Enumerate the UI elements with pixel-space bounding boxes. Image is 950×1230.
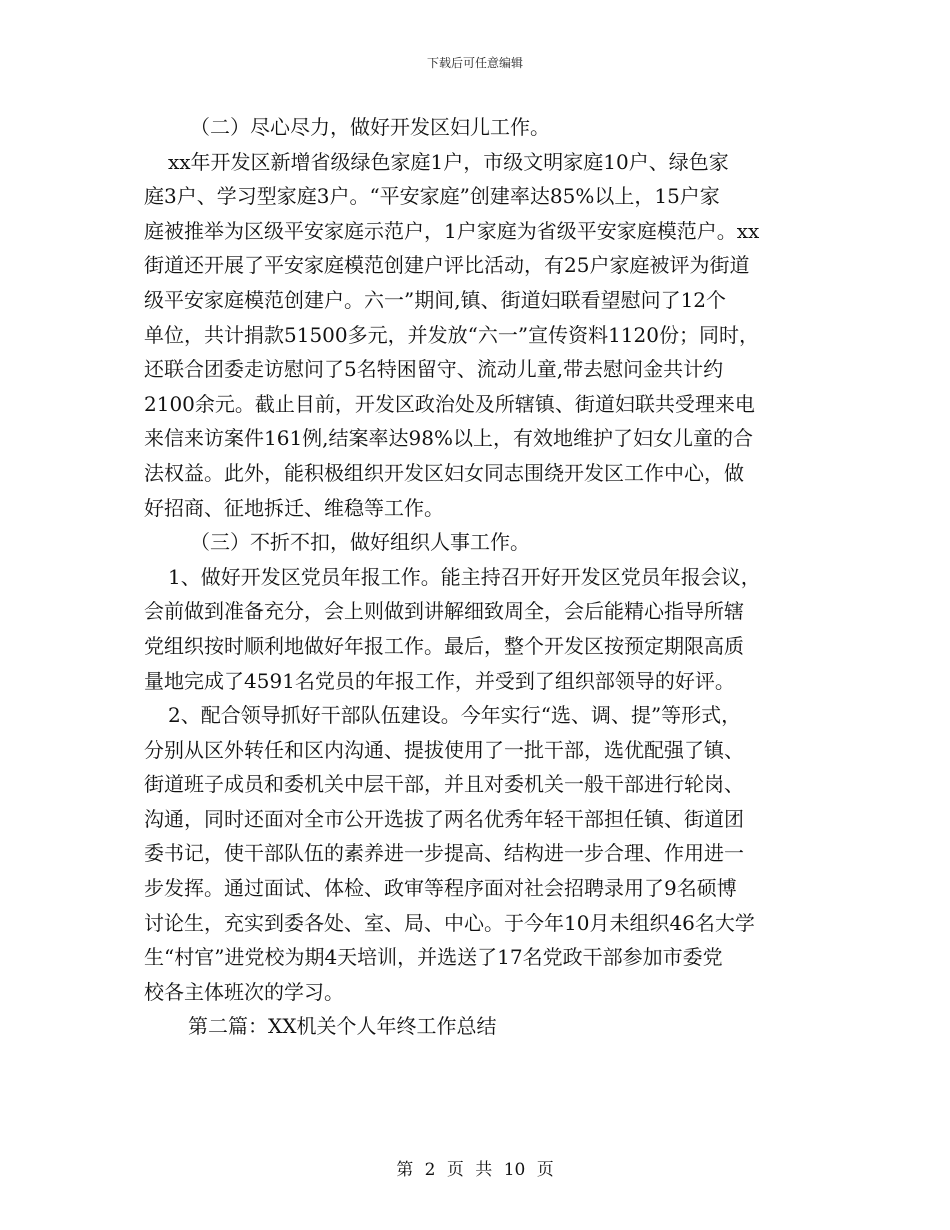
paragraph-line: 生“村官”进党校为期4天培训，并选送了17名党政干部参加市委党 xyxy=(144,945,723,970)
paragraph-line: 级平安家庭模范创建户。六一”期间,镇、街道妇联看望慰问了12个 xyxy=(144,287,727,312)
paragraph-line: 2、配合领导抓好干部队伍建设。今年实行“选、调、提”等形式， xyxy=(168,703,742,728)
paragraph-line: 法权益。此外，能积极组织开发区妇女同志围绕开发区工作中心，做 xyxy=(144,460,744,485)
paragraph-line: 1、做好开发区党员年报工作。能主持召开好开发区党员年报会议， xyxy=(168,564,761,589)
paragraph-line: 委书记，使干部队伍的素养进一步提高、结构进一步合理、作用进一 xyxy=(144,841,744,866)
paragraph-line: 沟通，同时还面对全市公开选拔了两名优秀年轻干部担任镇、街道团 xyxy=(144,806,744,831)
page-number-footer: 第 2 页 共 10 页 xyxy=(396,1160,554,1180)
paragraph-line: 2100余元。截止目前，开发区政治处及所辖镇、街道妇联共受理来电 xyxy=(144,391,755,416)
paragraph-line: 会前做到准备充分，会上则做到讲解细致周全，会后能精心指导所辖 xyxy=(144,599,744,624)
paragraph-line: 来信来访案件161例,结案率达98%以上，有效地维护了妇女儿童的合 xyxy=(144,426,753,451)
chapter-title: 第二篇：XX机关个人年终工作总结 xyxy=(188,1014,497,1039)
paragraph-line: 好招商、征地拆迁、维稳等工作。 xyxy=(144,495,444,520)
paragraph-line: 还联合团委走访慰问了5名特困留守、流动儿童,带去慰问金共计约 xyxy=(144,357,724,382)
paragraph-line: 分别从区外转任和区内沟通、提拔使用了一批干部，选优配强了镇、 xyxy=(144,737,744,762)
section-heading: （三）不折不扣，做好组织人事工作。 xyxy=(190,530,530,555)
paragraph-line: 街道班子成员和委机关中层干部，并且对委机关一般干部进行轮岗、 xyxy=(144,772,744,797)
page-header-note: 下载后可任意编辑 xyxy=(426,56,523,70)
paragraph-line: 党组织按时顺利地做好年报工作。最后，整个开发区按预定期限高质 xyxy=(144,633,744,658)
paragraph-line: xx年开发区新增省级绿色家庭1户，市级文明家庭10户、绿色家 xyxy=(168,149,729,174)
paragraph-line: 庭3户、学习型家庭3户。“平安家庭”创建率达85%以上，15户家 xyxy=(144,184,720,209)
paragraph-line: 庭被推举为区级平安家庭示范户，1户家庭为省级平安家庭模范户。xx xyxy=(144,218,760,243)
section-heading: （二）尽心尽力，做好开发区妇儿工作。 xyxy=(190,115,550,139)
paragraph-line: 街道还开展了平安家庭模范创建户评比活动，有25户家庭被评为街道 xyxy=(144,253,750,278)
paragraph-line: 单位，共计捐款51500多元，并发放“六一”宣传资料1120份；同时， xyxy=(144,322,759,347)
paragraph-line: 步发挥。通过面试、体检、政审等程序面对社会招聘录用了9名硕博 xyxy=(144,876,737,901)
paragraph-line: 讨论生，充实到委各处、室、局、中心。于今年10月未组织46名大学 xyxy=(144,910,755,935)
paragraph-line: 量地完成了4591名党员的年报工作，并受到了组织部领导的好评。 xyxy=(144,668,735,693)
document-body xyxy=(144,110,834,1044)
paragraph-line: 校各主体班次的学习。 xyxy=(144,979,344,1004)
